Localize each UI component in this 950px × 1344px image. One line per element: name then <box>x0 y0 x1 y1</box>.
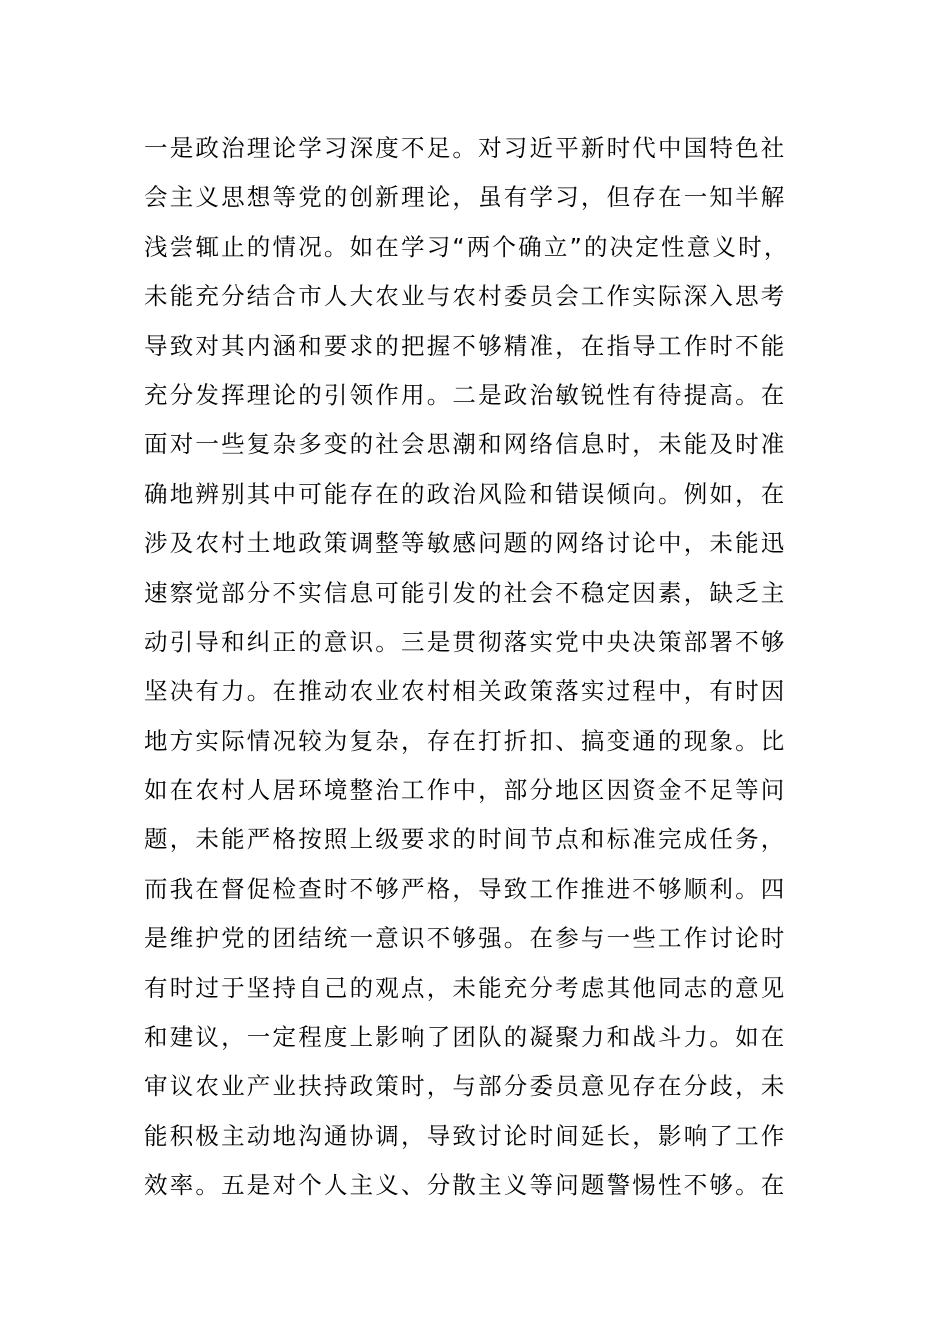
text-line: 能积极主动地沟通协调，导致讨论时间延长，影响了工作 <box>144 1121 787 1150</box>
text-line: 面对一些复杂多变的社会思潮和网络信息时，未能及时准 <box>144 430 787 459</box>
text-line: 坚决有力。在推动农业农村相关政策落实过程中，有时因 <box>144 677 787 706</box>
text-line: 一是政治理论学习深度不足。对习近平新时代中国特色社 <box>144 134 787 162</box>
text-line: 速察觉部分不实信息可能引发的社会不稳定因素，缺乏主 <box>144 578 787 607</box>
text-line: 浅尝辄止的情况。如在学习“两个确立”的决定性意义时， <box>144 232 790 261</box>
text-line: 充分发挥理论的引领作用。二是政治敏锐性有待提高。在 <box>144 380 787 409</box>
text-line: 如在农村人居环境整治工作中，部分地区因资金不足等问 <box>144 776 787 805</box>
body-paragraph <box>144 124 814 1211</box>
text-line: 题，未能严格按照上级要求的时间节点和标准完成任务， <box>144 825 787 854</box>
text-line: 有时过于坚持自己的观点，未能充分考虑其他同志的意见 <box>144 973 787 1002</box>
text-line: 地方实际情况较为复杂，存在打折扣、搞变通的现象。比 <box>144 726 787 755</box>
text-line: 是维护党的团结统一意识不够强。在参与一些工作讨论时 <box>144 924 787 953</box>
text-line: 涉及农村土地政策调整等敏感问题的网络讨论中，未能迅 <box>144 529 787 558</box>
text-line: 未能充分结合市人大农业与农村委员会工作实际深入思考 <box>144 282 787 311</box>
text-line: 效率。五是对个人主义、分散主义等问题警惕性不够。在 <box>144 1171 787 1200</box>
text-line: 确地辨别其中可能存在的政治风险和错误倾向。例如，在 <box>144 479 787 508</box>
text-line: 导致对其内涵和要求的把握不够精准，在指导工作时不能 <box>144 331 787 360</box>
text-line: 而我在督促检查时不够严格，导致工作推进不够顺利。四 <box>144 874 787 903</box>
text-line: 审议农业产业扶持政策时，与部分委员意见存在分歧，未 <box>144 1072 787 1101</box>
text-line: 动引导和纠正的意识。三是贯彻落实党中央决策部署不够 <box>144 627 787 656</box>
text-line: 会主义思想等党的创新理论，虽有学习，但存在一知半解 <box>144 183 787 212</box>
text-line: 和建议，一定程度上影响了团队的凝聚力和战斗力。如在 <box>144 1023 787 1052</box>
